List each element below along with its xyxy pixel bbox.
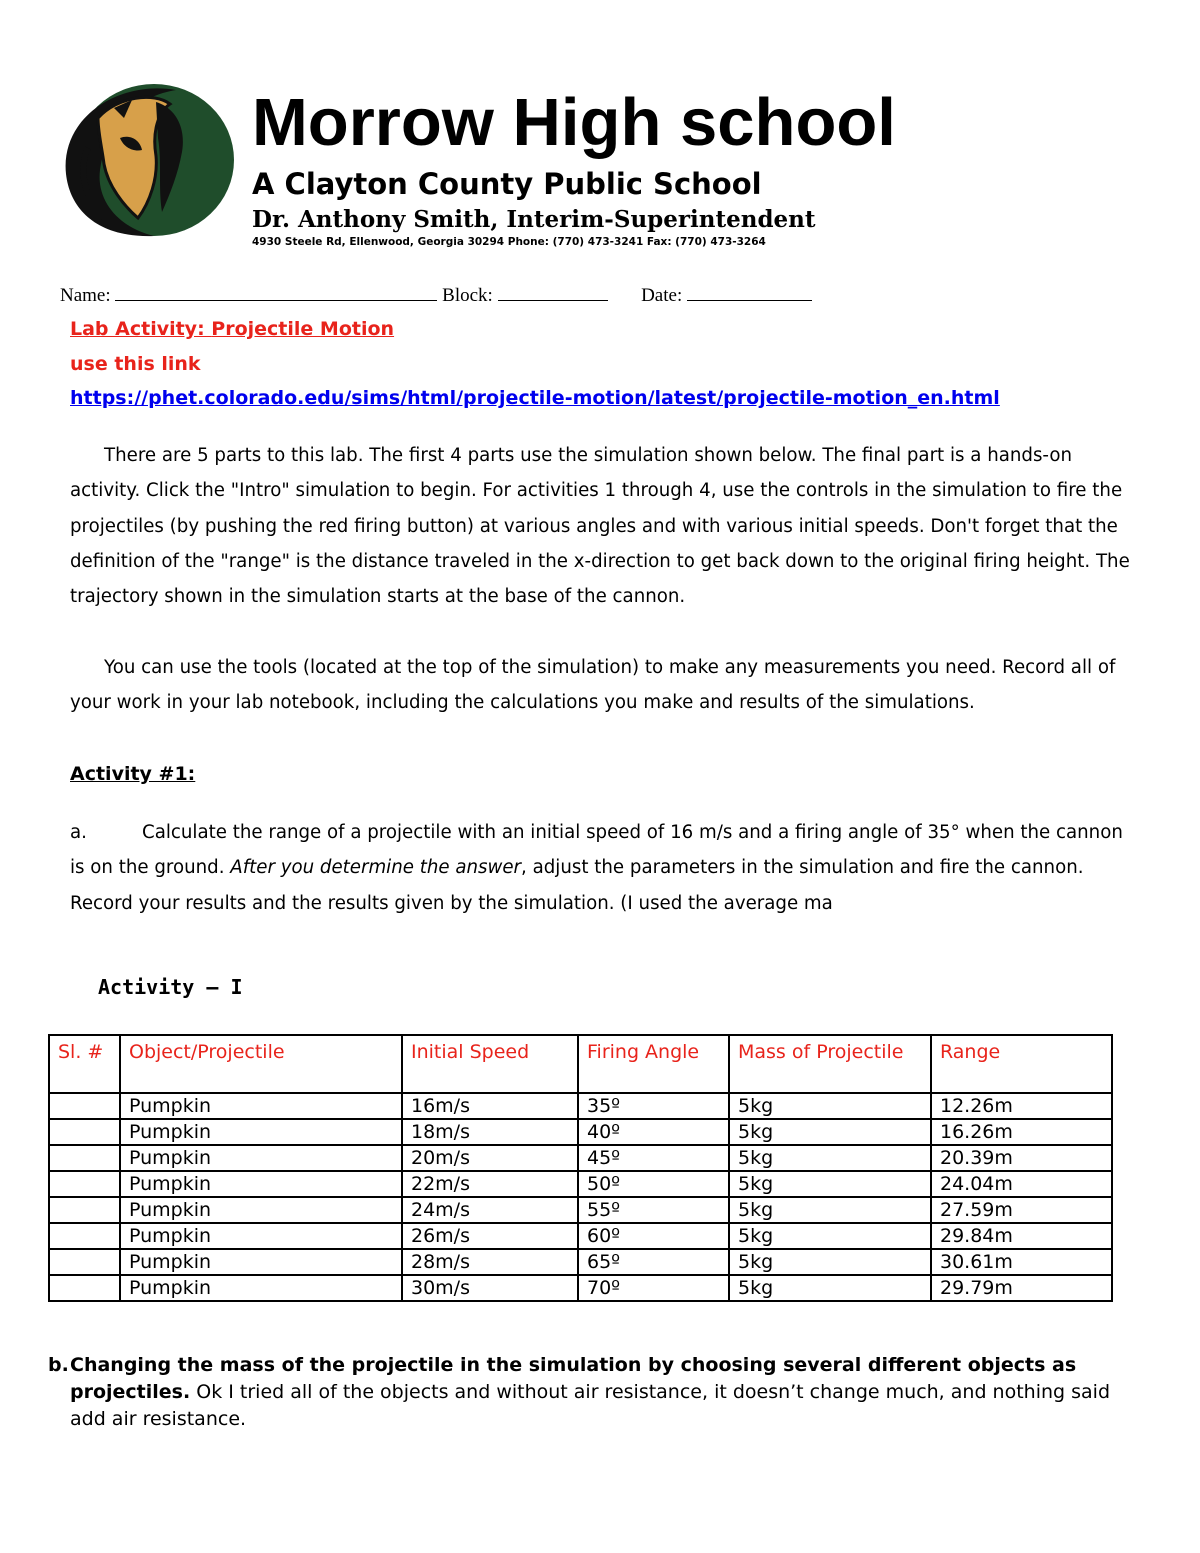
table-row <box>49 1093 1112 1119</box>
cell-range: 27.59m <box>931 1197 1112 1223</box>
activity-1-item-a <box>70 815 1140 921</box>
col-header-mass: Mass of Projectile <box>729 1035 931 1093</box>
col-header-firing-angle: Firing Angle <box>578 1035 729 1093</box>
activity-1-heading: Activity #1: <box>70 763 196 785</box>
cell-mass: 5kg <box>729 1197 931 1223</box>
block-label: Block: <box>442 285 493 306</box>
cell-range: 20.39m <box>931 1145 1112 1171</box>
table-row <box>49 1171 1112 1197</box>
cell-sl <box>49 1093 120 1119</box>
district-name: A Clayton County Public School <box>252 167 762 201</box>
cell-object: Pumpkin <box>120 1119 402 1145</box>
school-address: 4930 Steele Rd, Ellenwood, Georgia 30294 Phone: (770) 473-3241 Fax: (770) 473-3264 <box>252 236 766 248</box>
superintendent-name: Dr. Anthony Smith, Interim-Superintendent <box>252 206 816 233</box>
cell-range: 30.61m <box>931 1249 1112 1275</box>
name-label: Name: <box>60 285 111 306</box>
table-header-row <box>49 1035 1112 1093</box>
school-name: Morrow High school <box>252 85 896 160</box>
table-row <box>49 1223 1112 1249</box>
link-label: use this link <box>70 353 201 375</box>
lab-title-topic: Projectile Motion <box>211 318 395 340</box>
cell-speed: 22m/s <box>402 1171 578 1197</box>
cell-object: Pumpkin <box>120 1171 402 1197</box>
intro-paragraph-2 <box>70 650 1140 721</box>
table-row <box>49 1145 1112 1171</box>
cell-sl <box>49 1223 120 1249</box>
cell-range: 16.26m <box>931 1119 1112 1145</box>
table-row <box>49 1275 1112 1301</box>
cell-mass: 5kg <box>729 1093 931 1119</box>
intro-paragraph-1 <box>70 438 1140 614</box>
cell-object: Pumpkin <box>120 1275 402 1301</box>
lab-title <box>70 316 394 342</box>
item-a-text-2: , adjust the parameters in the simulation and fire the cannon. Record your results and the results given by the simulation. (I used the average ma <box>70 857 1084 914</box>
table-title: Activity – I <box>98 975 243 999</box>
cell-sl <box>49 1275 120 1301</box>
simulation-link[interactable]: https://phet.colorado.edu/sims/html/projectile-motion/latest/projectile-motion_en.html <box>70 387 1000 409</box>
intro-text-1: There are 5 parts to this lab. The first 4 parts use the simulation shown below. The final part is a hands-on activity. Click the "Intro" simulation to begin. For activities 1 through 4, use the controls in the simulation to fire the projectiles (by pushing the red firing button) at various angles and with various initial speeds. Don't forget that the definition of the "range" is the distance traveled in the x-direction to get back down to the original firing height. The trajectory shown in the simulation starts at the base of the cannon. <box>70 445 1130 608</box>
item-a-marker: a. <box>70 822 87 843</box>
item-b-marker: b. <box>48 1354 69 1376</box>
item-a-italic: After you determine the answer <box>230 857 522 879</box>
cell-sl <box>49 1249 120 1275</box>
cell-range: 24.04m <box>931 1171 1112 1197</box>
cell-angle: 60º <box>578 1223 729 1249</box>
cell-speed: 26m/s <box>402 1223 578 1249</box>
cell-angle: 35º <box>578 1093 729 1119</box>
col-header-range: Range <box>931 1035 1112 1093</box>
cell-range: 29.84m <box>931 1223 1112 1249</box>
item-b-answer: Ok I tried all of the objects and without air resistance, it doesn’t change much, and nothing said add air resistance. <box>70 1381 1111 1430</box>
cell-object: Pumpkin <box>120 1093 402 1119</box>
date-label: Date: <box>641 285 683 306</box>
cell-mass: 5kg <box>729 1171 931 1197</box>
item-b-prompt: Changing the mass of the projectile in the simulation by choosing several different objects as projectiles. <box>70 1354 1077 1403</box>
cell-range: 29.79m <box>931 1275 1112 1301</box>
cell-angle: 45º <box>578 1145 729 1171</box>
cell-speed: 30m/s <box>402 1275 578 1301</box>
col-header-initial-speed: Initial Speed <box>402 1035 578 1093</box>
intro-text-2: You can use the tools (located at the top of the simulation) to make any measurements you need. Record all of your work in your lab notebook, including the calculations you make and results of the simulations. <box>70 657 1116 714</box>
item-a-text-1: Calculate the range of a projectile with an initial speed of 16 m/s and a firing angle of 35° when the cannon is on the ground. <box>70 822 1123 879</box>
cell-object: Pumpkin <box>120 1249 402 1275</box>
cell-angle: 65º <box>578 1249 729 1275</box>
cell-object: Pumpkin <box>120 1197 402 1223</box>
date-field[interactable] <box>687 282 812 301</box>
cell-mass: 5kg <box>729 1275 931 1301</box>
cell-object: Pumpkin <box>120 1145 402 1171</box>
cell-range: 12.26m <box>931 1093 1112 1119</box>
name-field[interactable] <box>115 282 437 301</box>
cell-object: Pumpkin <box>120 1223 402 1249</box>
cell-mass: 5kg <box>729 1119 931 1145</box>
cell-mass: 5kg <box>729 1145 931 1171</box>
table-row <box>49 1197 1112 1223</box>
table-row <box>49 1119 1112 1145</box>
table-row <box>49 1249 1112 1275</box>
cell-speed: 18m/s <box>402 1119 578 1145</box>
cell-sl <box>49 1197 120 1223</box>
activity-1-item-b <box>48 1352 1133 1433</box>
cell-angle: 55º <box>578 1197 729 1223</box>
cell-angle: 40º <box>578 1119 729 1145</box>
cell-speed: 20m/s <box>402 1145 578 1171</box>
cell-mass: 5kg <box>729 1249 931 1275</box>
cell-mass: 5kg <box>729 1223 931 1249</box>
cell-speed: 24m/s <box>402 1197 578 1223</box>
cell-angle: 50º <box>578 1171 729 1197</box>
lab-title-prefix: Lab Activity: <box>70 318 212 340</box>
cell-speed: 16m/s <box>402 1093 578 1119</box>
col-header-sl: Sl. # <box>49 1035 120 1093</box>
student-info-line <box>60 282 812 309</box>
cell-sl <box>49 1145 120 1171</box>
cell-sl <box>49 1171 120 1197</box>
col-header-object: Object/Projectile <box>120 1035 402 1093</box>
cell-speed: 28m/s <box>402 1249 578 1275</box>
cell-sl <box>49 1119 120 1145</box>
cell-angle: 70º <box>578 1275 729 1301</box>
block-field[interactable] <box>498 282 608 301</box>
results-table <box>48 1034 1113 1302</box>
school-logo-horse-icon <box>58 78 240 238</box>
